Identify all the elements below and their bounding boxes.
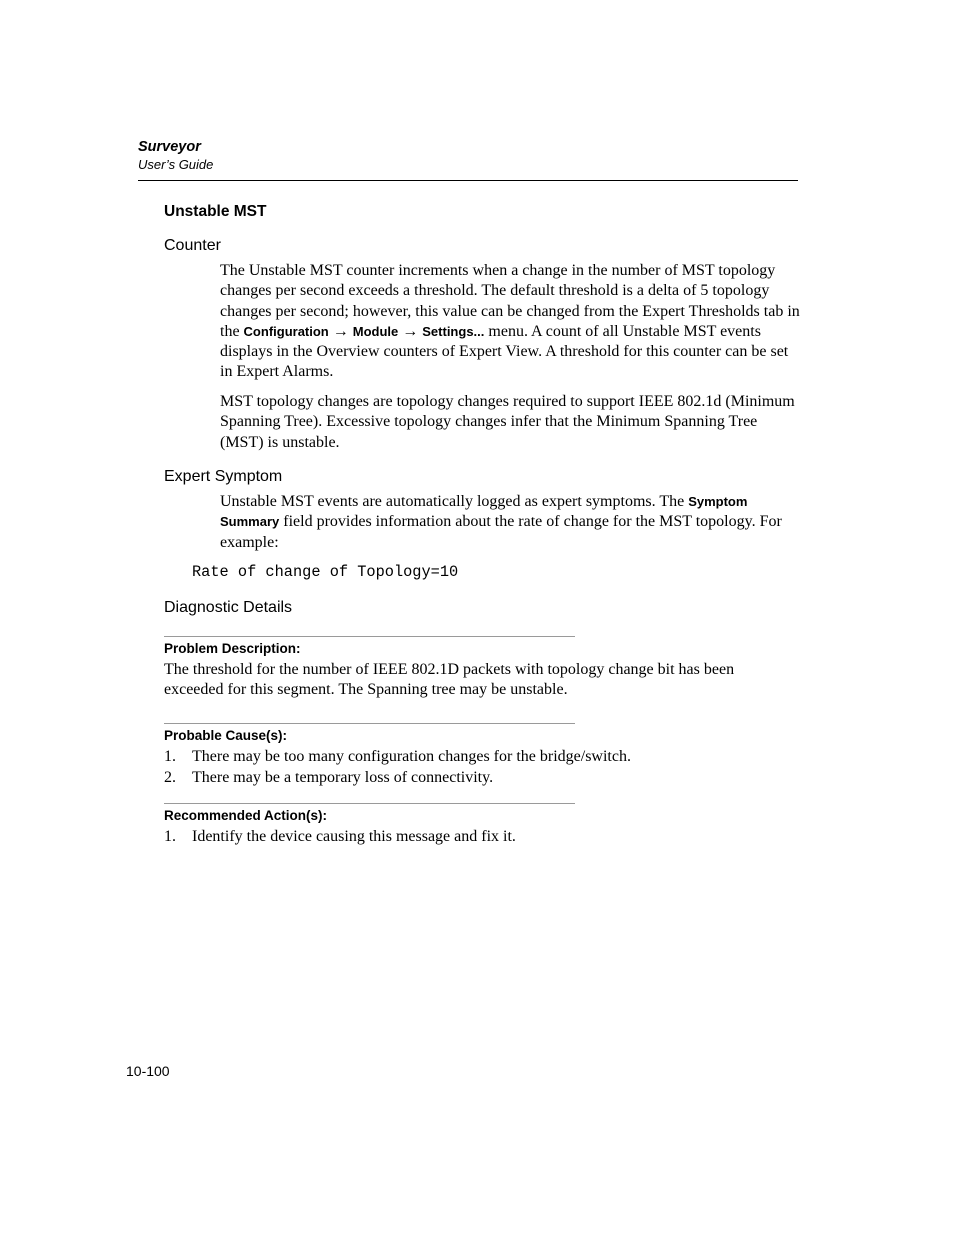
- probable-causes-label: Probable Cause(s):: [164, 728, 288, 743]
- page-number: 10-100: [126, 1063, 170, 1079]
- expert-symptom-paragraph: Unstable MST events are automatically logged as expert symptoms. The Symptom Summary field provides information about the rate of change for the MST topology. For example:: [220, 493, 782, 551]
- running-header-title: Surveyor: [138, 139, 201, 155]
- recommended-actions-label: Recommended Action(s):: [164, 808, 328, 823]
- counter-paragraph-2: MST topology changes are topology changes required to support IEEE 802.1d (Minimum Spanning Tree). Excessive topology changes infer that the Minimum Spanning Tree (MST) is unstable.: [220, 393, 795, 451]
- menu-module: Module: [352, 323, 399, 339]
- code-example: Rate of change of Topology=10: [192, 563, 459, 581]
- running-header-subtitle: User’s Guide: [138, 157, 214, 172]
- list-item: 1. There may be too many configuration changes for the bridge/switch.: [164, 748, 631, 765]
- menu-configuration: Configuration: [243, 323, 329, 339]
- header-rule: [138, 180, 798, 181]
- arrow-icon: →: [402, 322, 419, 340]
- menu-settings: Settings...: [422, 323, 485, 339]
- symptom-summary-field: Symptom Summary: [220, 494, 748, 530]
- list-item: 2. There may be a temporary loss of connectivity.: [164, 769, 494, 786]
- counter-heading: Counter: [164, 237, 221, 254]
- divider: [164, 803, 575, 804]
- counter-paragraph-1: The Unstable MST counter increments when a change in the number of MST topology changes per second exceeds a threshold. The default threshold is a delta of 5 topology changes per second; however, this value can be changed from the Expert Thresholds tab in the Configuration → Module → Settings... menu. A count of all Unstable MST events displays in the Overview counters of Expert View. A threshold for this counter can be set in Expert Alarms.: [220, 262, 800, 381]
- diagnostic-details-heading: Diagnostic Details: [164, 599, 293, 616]
- divider: [164, 723, 575, 724]
- arrow-icon: →: [332, 322, 349, 340]
- list-item: 1. Identify the device causing this message and fix it.: [164, 828, 516, 845]
- section-title: Unstable MST: [164, 203, 267, 220]
- problem-description-text: The threshold for the number of IEEE 802.1D packets with topology change bit has been exceeded for this segment. The Spanning tree may be unstable.: [164, 661, 735, 699]
- divider: [164, 636, 575, 637]
- problem-description-label: Problem Description:: [164, 641, 301, 656]
- expert-symptom-heading: Expert Symptom: [164, 468, 283, 485]
